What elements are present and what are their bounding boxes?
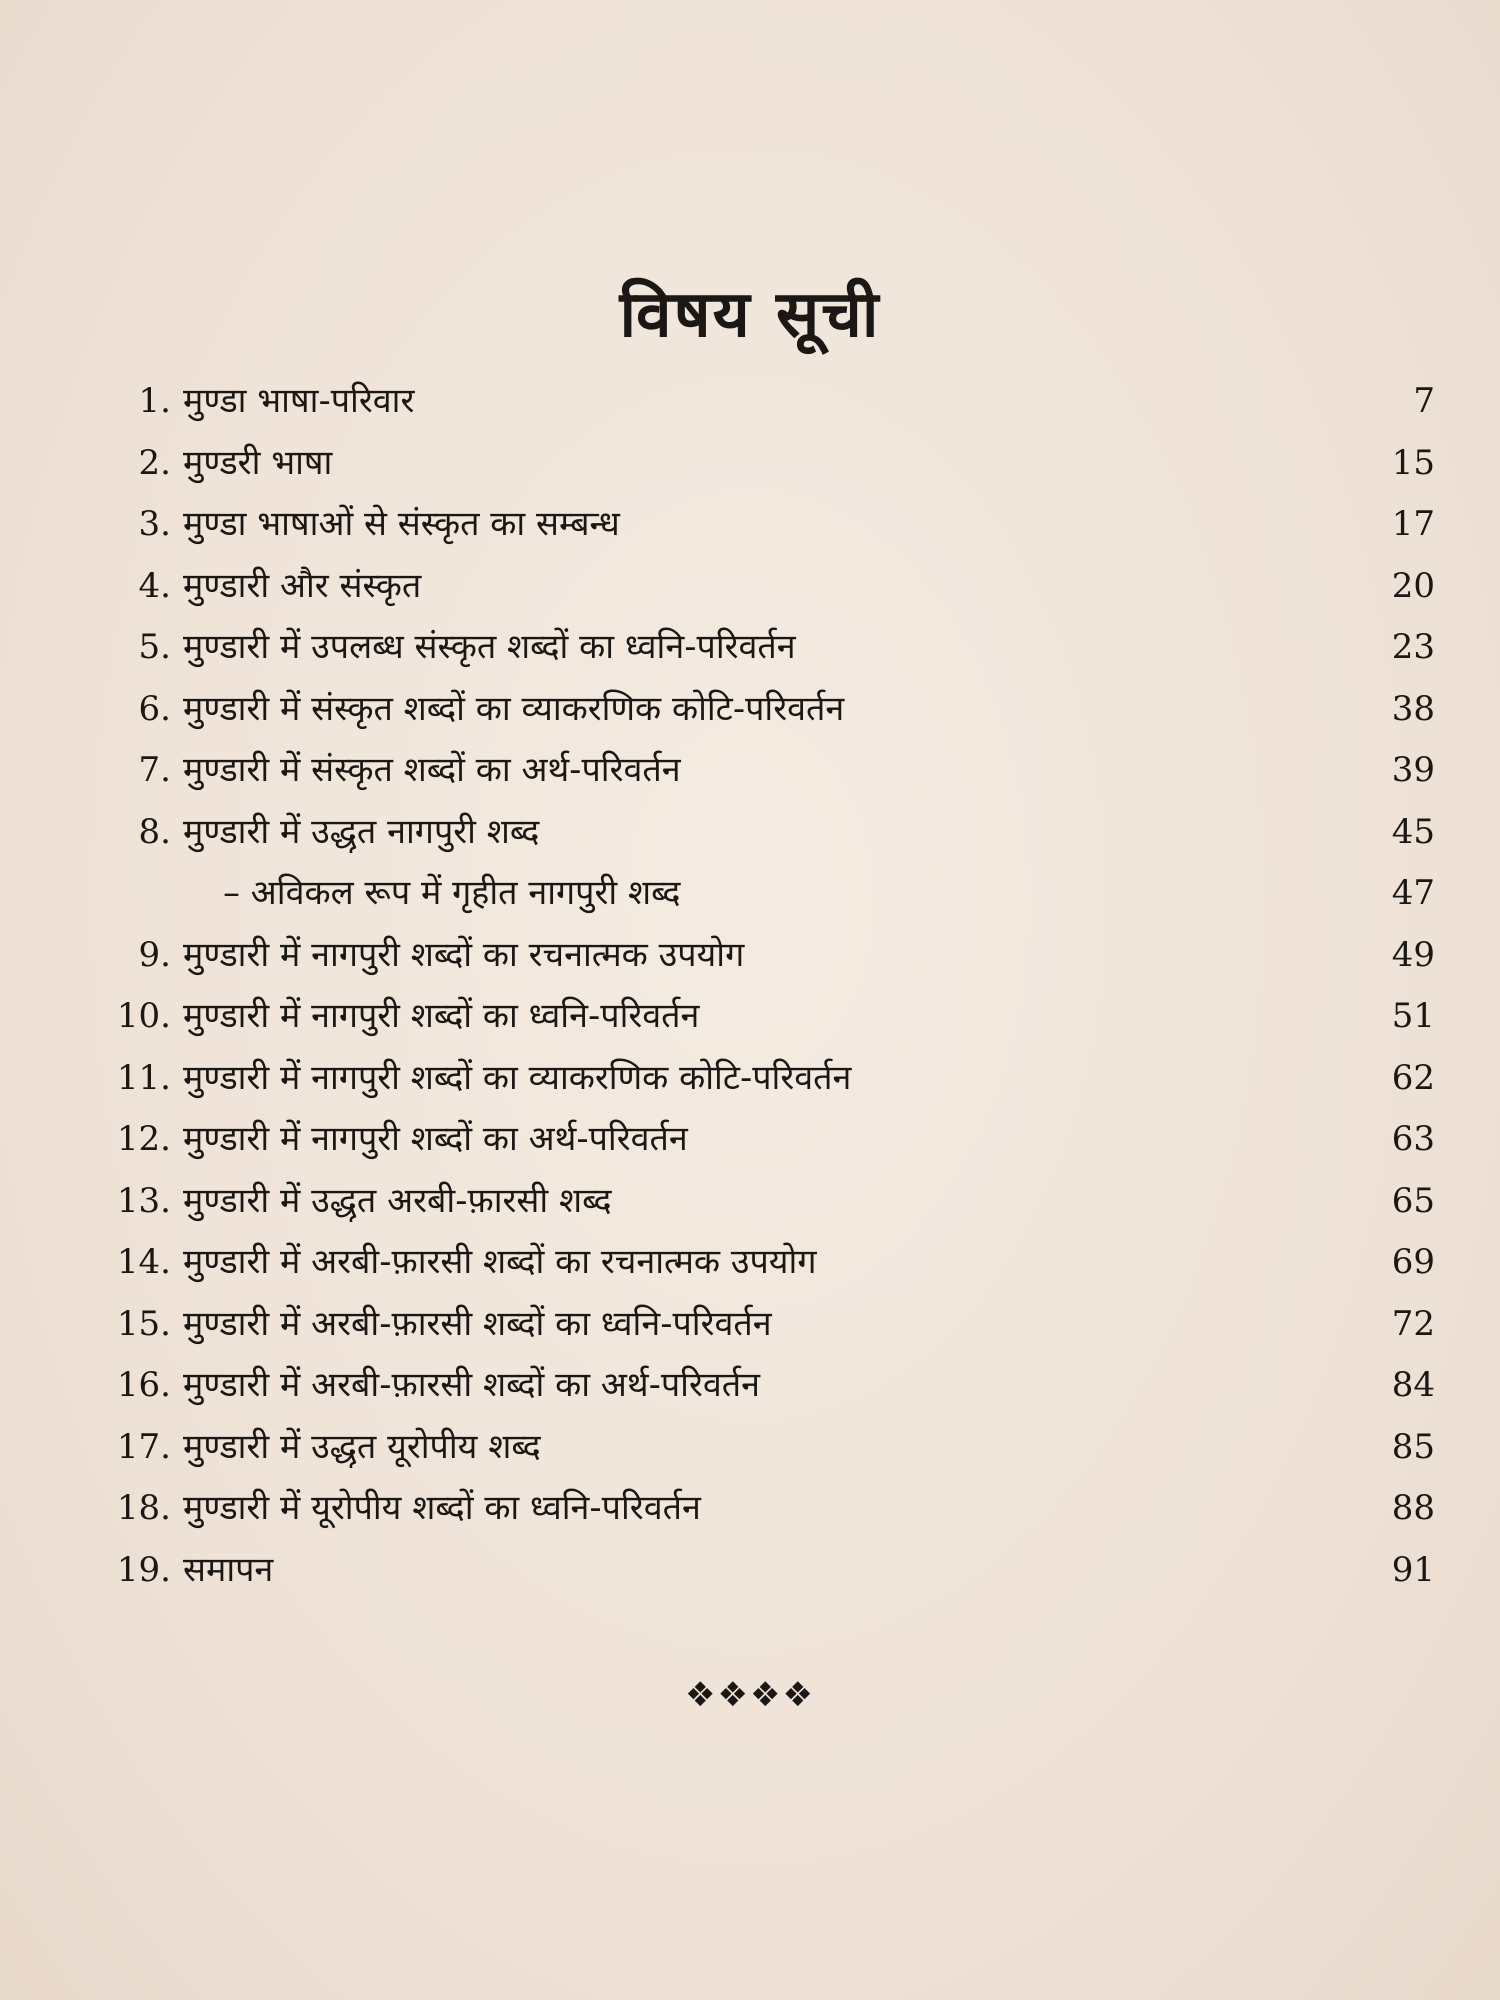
- toc-item-page: 15: [1391, 442, 1435, 483]
- toc-item: [95, 499, 1435, 561]
- toc-item-title: मुण्डारी में अरबी-फ़ारसी शब्दों का रचनात्मक उपयोग: [183, 1242, 817, 1282]
- ornament-divider: ❖❖❖❖: [685, 1675, 815, 1715]
- toc-item-page: 62: [1391, 1057, 1435, 1098]
- toc-item: [95, 561, 1435, 623]
- toc-item: [95, 930, 1435, 992]
- toc-item-number: 14.: [116, 1242, 171, 1282]
- toc-item-page: 7: [1413, 381, 1435, 421]
- toc-item-title: मुण्डारी में उद्धृत यूरोपीय शब्द: [183, 1426, 541, 1467]
- toc-item-title: मुण्डारी और संस्कृत: [183, 565, 422, 606]
- toc-item-title: मुण्डारी में नागपुरी शब्दों का रचनात्मक उपयोग: [183, 934, 745, 975]
- toc-item-title: मुण्डरी भाषा: [183, 442, 333, 483]
- toc-item: [95, 438, 1435, 500]
- toc-item-number: 8.: [138, 811, 171, 852]
- toc-item-number: 11.: [116, 1057, 171, 1098]
- toc-item-number: 3.: [138, 504, 171, 544]
- toc-item-number: 10.: [116, 996, 171, 1036]
- toc-item-title: मुण्डारी में अरबी-फ़ारसी शब्दों का ध्वनि-परिवर्तन: [183, 1303, 772, 1344]
- toc-item-number: 7.: [138, 750, 171, 790]
- toc-item: [95, 1422, 1435, 1484]
- toc-item: [95, 1299, 1435, 1361]
- toc-item-title: मुण्डारी में उद्धृत नागपुरी शब्द: [183, 811, 540, 852]
- toc-item: [95, 376, 1435, 438]
- toc-item-number: 4.: [138, 565, 171, 606]
- toc-item: [95, 684, 1435, 746]
- toc-item-title: मुण्डारी में नागपुरी शब्दों का ध्वनि-परिवर्तन: [183, 996, 700, 1036]
- toc-item-page: 72: [1391, 1303, 1435, 1344]
- toc-item-page: 63: [1391, 1119, 1435, 1159]
- toc-item-page: 88: [1391, 1488, 1435, 1528]
- toc-item-page: 20: [1391, 565, 1435, 606]
- toc-item-page: 69: [1391, 1242, 1435, 1282]
- toc-item-title: मुण्डारी में यूरोपीय शब्दों का ध्वनि-परिवर्तन: [183, 1488, 701, 1528]
- toc-item-page: 47: [1391, 873, 1435, 913]
- toc-item-title: समापन: [183, 1549, 274, 1590]
- toc-item-page: 85: [1391, 1426, 1435, 1467]
- toc-item-title: मुण्डा भाषाओं से संस्कृत का सम्बन्ध: [183, 504, 620, 544]
- toc-item-number: 19.: [116, 1549, 171, 1590]
- toc-item-page: 49: [1391, 934, 1435, 975]
- toc-item-title: मुण्डारी में संस्कृत शब्दों का अर्थ-परिवर्तन: [183, 750, 681, 790]
- toc-item-number: 16.: [116, 1365, 171, 1405]
- toc-item-number: 17.: [116, 1426, 171, 1467]
- toc-item: [95, 807, 1435, 869]
- toc-item-number: 5.: [138, 627, 171, 667]
- toc-item-title: – अविकल रूप में गृहीत नागपुरी शब्द: [223, 873, 681, 913]
- toc-item: [95, 1176, 1435, 1238]
- toc-item-page: 84: [1391, 1365, 1435, 1405]
- toc-item-title: मुण्डारी में उपलब्ध संस्कृत शब्दों का ध्वनि-परिवर्तन: [183, 627, 796, 667]
- toc-item-title: मुण्डारी में अरबी-फ़ारसी शब्दों का अर्थ-परिवर्तन: [183, 1365, 761, 1405]
- toc-item-title: मुण्डारी में उद्धृत अरबी-फ़ारसी शब्द: [183, 1180, 612, 1221]
- toc-item-number: 12.: [116, 1119, 171, 1159]
- toc-item-title: मुण्डारी में नागपुरी शब्दों का अर्थ-परिवर्तन: [183, 1119, 688, 1159]
- toc-item: [95, 1483, 1435, 1545]
- toc-item: [95, 745, 1435, 807]
- toc-item-page: 65: [1391, 1180, 1435, 1221]
- toc-item: [95, 1360, 1435, 1422]
- toc-item-title: मुण्डारी में नागपुरी शब्दों का व्याकरणिक कोटि-परिवर्तन: [183, 1057, 852, 1098]
- toc-item-title: मुण्डा भाषा-परिवार: [183, 381, 415, 421]
- toc-item-page: 39: [1391, 750, 1435, 790]
- toc-item-page: 51: [1391, 996, 1435, 1036]
- toc-item-page: 17: [1391, 504, 1435, 544]
- toc-item-number: 6.: [138, 688, 171, 729]
- toc-item: [95, 1114, 1435, 1176]
- table-of-contents: [95, 376, 1435, 1606]
- toc-item-title: मुण्डारी में संस्कृत शब्दों का व्याकरणिक कोटि-परिवर्तन: [183, 688, 845, 729]
- toc-item: [95, 622, 1435, 684]
- toc-item-page: 23: [1391, 627, 1435, 667]
- toc-item-number: 1.: [138, 381, 171, 421]
- toc-item-number: 13.: [116, 1180, 171, 1221]
- toc-item: [95, 1053, 1435, 1115]
- toc-item-page: 45: [1391, 811, 1435, 852]
- toc-item: [95, 991, 1435, 1053]
- toc-item: [95, 1237, 1435, 1299]
- toc-item-number: 15.: [116, 1303, 171, 1344]
- toc-item-number: 2.: [138, 442, 171, 483]
- toc-item-page: 38: [1391, 688, 1435, 729]
- toc-item: [95, 1545, 1435, 1607]
- toc-subitem: [95, 868, 1435, 930]
- page-title: विषय सूची: [619, 277, 881, 352]
- toc-item-number: 9.: [138, 934, 171, 975]
- toc-item-page: 91: [1391, 1549, 1435, 1590]
- toc-item-number: 18.: [116, 1488, 171, 1528]
